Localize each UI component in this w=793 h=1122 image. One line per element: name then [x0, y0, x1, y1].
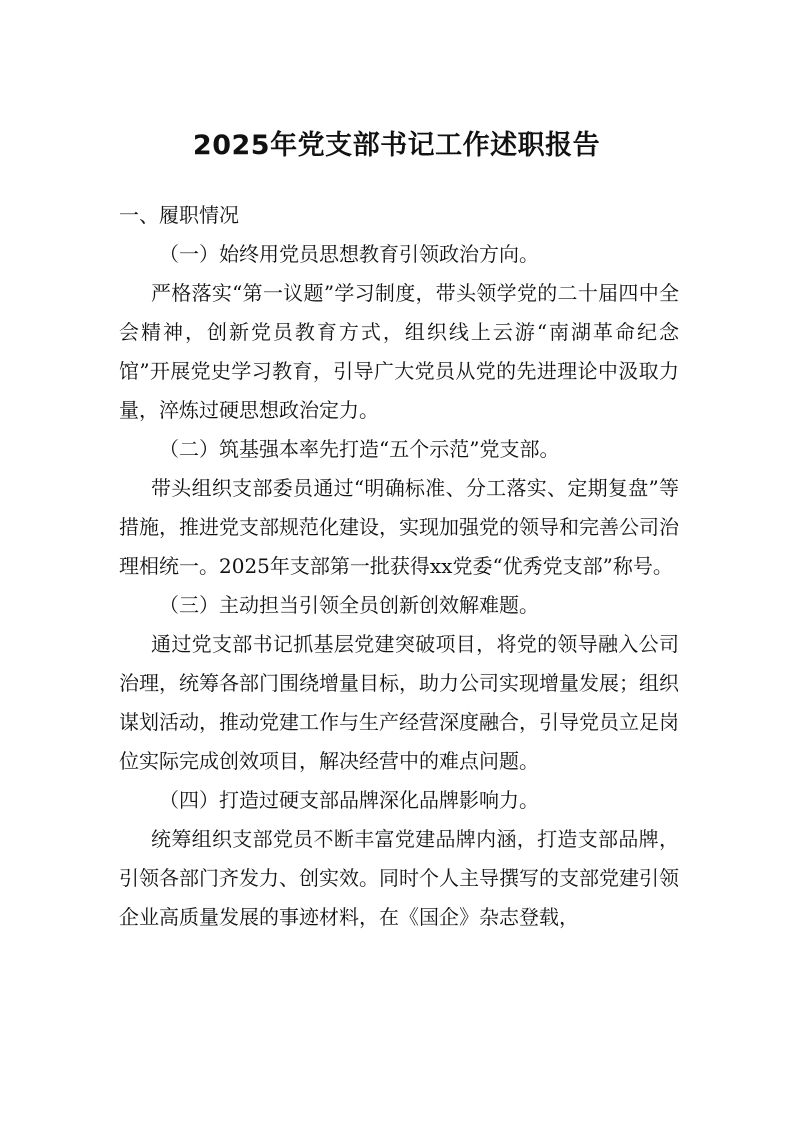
- paragraph-1: 严格落实“第一议题”学习制度，带头领学党的二十届四中全会精神，创新党员教育方式，组织线上云游“南湖革命纪念馆”开展党史学习教育，引导广大党员从党的先进理论中汲取力量，淬炼过硬思想政治定力。: [119, 281, 679, 422]
- document-title: 2025年党支部书记工作述职报告: [192, 130, 601, 161]
- paragraph-3: 通过党支部书记抓基层党建突破项目，将党的领导融入公司治理，统筹各部门围绕增量目标，助力公司实现增量发展；组织谋划活动，推动党建工作与生产经营深度融合，引导党员立足岗位实际完成创效项目，解决经营中的难点问题。: [119, 632, 679, 773]
- document-body: [119, 196, 679, 937]
- subsection-heading-3: （三）主动担当引领全员创新创效解难题。: [159, 593, 539, 617]
- paragraph-2: 带头组织支部委员通过“明确标准、分工落实、定期复盘”等措施，推进党支部规范化建设，实现加强党的领导和完善公司治理相统一。2025年支部第一批获得xx党委“优秀党支部”称号。: [119, 476, 679, 578]
- subsection-heading-2: （二）筑基强本率先打造“五个示范”党支部。: [159, 437, 560, 461]
- paragraph-4: 统筹组织支部党员不断丰富党建品牌内涵，打造支部品牌，引领各部门齐发力、创实效。同时个人主导撰写的支部党建引领企业高质量发展的事迹材料，在《国企》杂志登载，: [119, 827, 679, 929]
- subsection-heading-1: （一）始终用党员思想教育引领政治方向。: [159, 242, 539, 266]
- subsection-heading-4: （四）打造过硬支部品牌深化品牌影响力。: [159, 788, 539, 812]
- section-heading: 一、履职情况: [119, 203, 239, 227]
